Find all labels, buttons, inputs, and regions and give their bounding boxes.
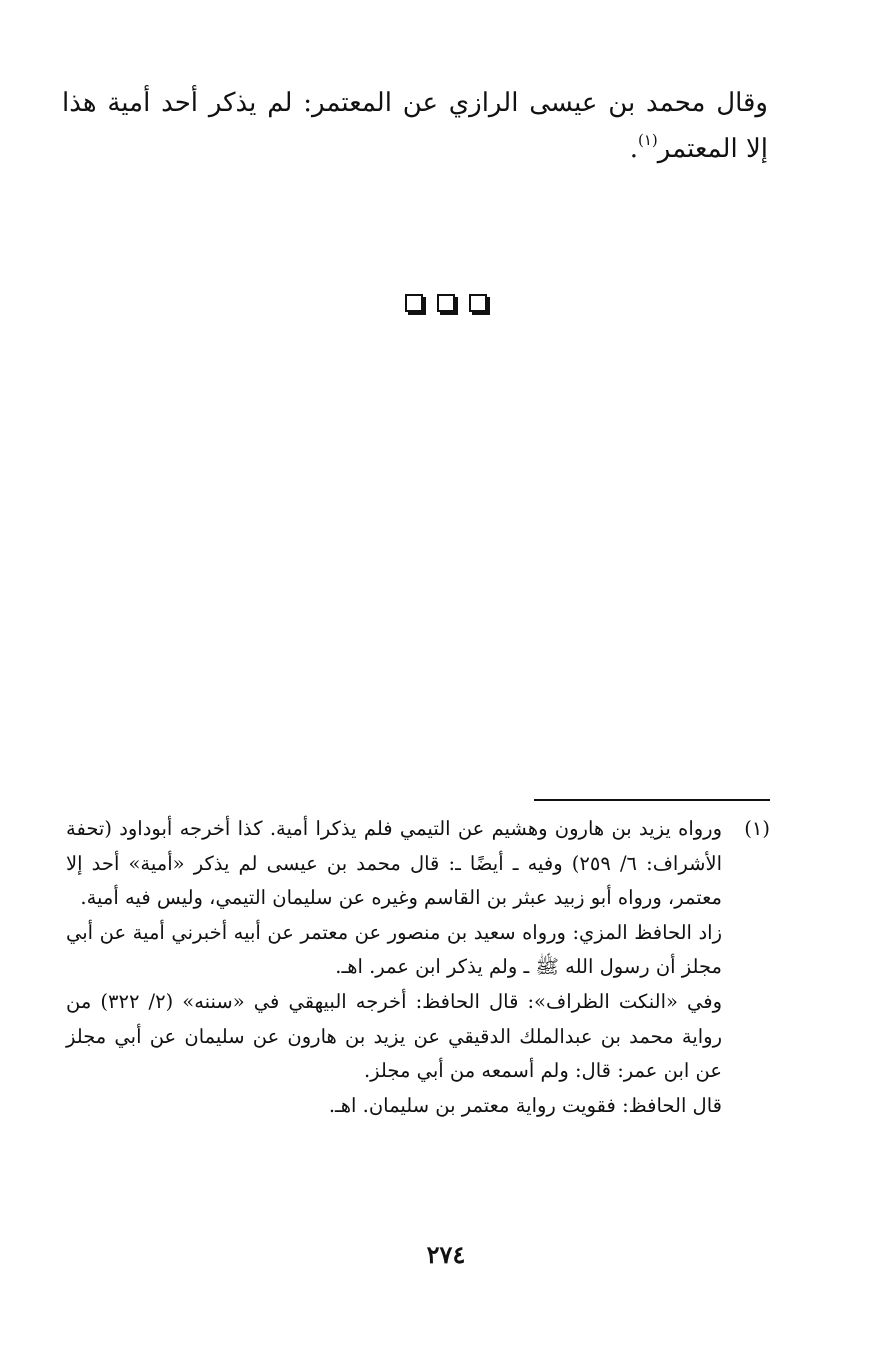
footnote-marker: (١) xyxy=(744,817,770,840)
footnote-paragraph: زاد الحافظ المزي: ورواه سعيد بن منصور عن معتمر عن أبيه أخبرني أمية عن أبي مجلز أن رسول الله ﷺ ـ ولم يذكر ابن عمر. اهـ. xyxy=(66,920,722,979)
main-paragraph xyxy=(62,80,768,172)
square-ornament-icon xyxy=(437,294,455,312)
footnote-divider xyxy=(534,799,770,801)
page-number: ٢٧٤ xyxy=(426,1240,466,1269)
footnote-paragraph: ورواه يزيد بن هارون وهشيم عن التيمي فلم يذكرا أمية. كذا أخرجه أبوداود (تحفة الأشراف: ٦/ ٢٥٩) وفيه ـ أيضًا ـ: قال محمد بن عيسى لم يذكر «أمية» أحد إلا معتمر، ورواه أبو زبيد عبثر بن القاسم وغيره عن سليمان التيمي، وليس فيه أمية. xyxy=(66,817,722,910)
footnote-paragraph: قال الحافظ: فقويت رواية معتمر بن سليمان. اهـ. xyxy=(328,1093,722,1117)
square-ornament-icon xyxy=(469,294,487,312)
footnote-block xyxy=(66,812,770,1123)
main-paragraph-end: . xyxy=(629,134,638,164)
footnote-paragraph: وفي «النكت الظراف»: قال الحافظ: أخرجه البيهقي في «سننه» (٢/ ٣٢٢) من رواية محمد بن عبدالملك الدقيقي عن يزيد بن هارون عن سليمان عن أبي مجلز عن ابن عمر: قال: ولم أسمعه من أبي مجلز. xyxy=(66,989,722,1083)
footnote-reference[interactable]: (١) xyxy=(637,131,658,149)
footnote-text xyxy=(66,812,722,1123)
section-separator xyxy=(0,294,892,312)
square-ornament-icon xyxy=(405,294,423,312)
main-paragraph-text: وقال محمد بن عيسى الرازي عن المعتمر: لم يذكر أحد أمية هذا إلا المعتمر xyxy=(62,88,768,164)
